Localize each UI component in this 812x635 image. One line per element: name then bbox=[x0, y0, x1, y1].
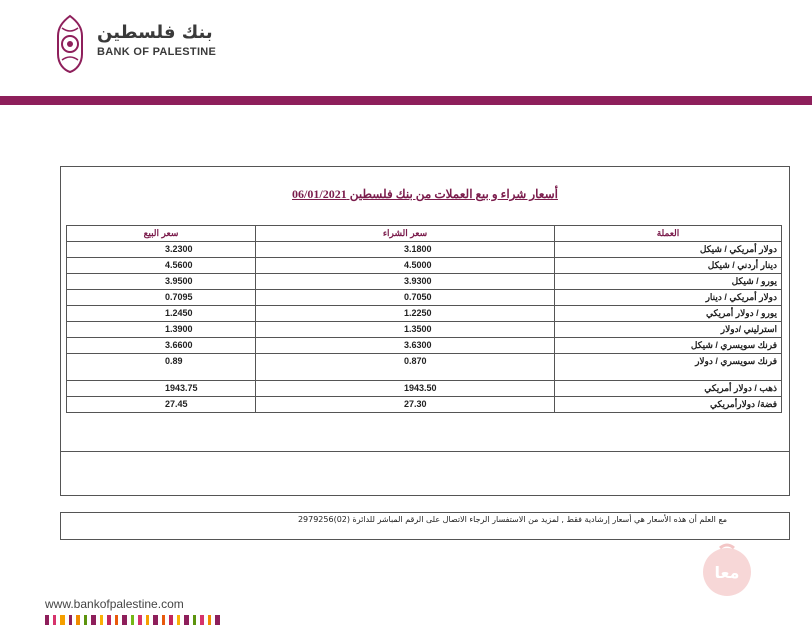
header-buy: سعر الشراء bbox=[256, 226, 555, 242]
buy-rate-cell: 0.7050 bbox=[256, 290, 555, 306]
header-accent-bar bbox=[0, 96, 812, 105]
table-row bbox=[67, 397, 782, 413]
table-header-row bbox=[67, 226, 782, 242]
brand-name-english: BANK OF PALESTINE bbox=[97, 46, 217, 58]
note-panel bbox=[60, 512, 790, 540]
buy-rate-cell: 1.2250 bbox=[256, 306, 555, 322]
header-sell: سعر البيع bbox=[67, 226, 256, 242]
sell-rate-cell: 3.6600 bbox=[67, 338, 256, 354]
table-row bbox=[67, 354, 782, 381]
sell-rate-cell: 3.2300 bbox=[67, 242, 256, 258]
table-row bbox=[67, 242, 782, 258]
currency-pair-cell: دولار أمريكي / دينار bbox=[555, 290, 782, 306]
color-stripes-decoration bbox=[45, 615, 220, 625]
panel-divider bbox=[61, 451, 789, 452]
currency-pair-cell: دولار أمريكي / شيكل bbox=[555, 242, 782, 258]
table-row bbox=[67, 322, 782, 338]
website-link[interactable]: www.bankofpalestine.com bbox=[45, 597, 184, 611]
buy-rate-cell: 3.9300 bbox=[256, 274, 555, 290]
sell-rate-cell: 1.3900 bbox=[67, 322, 256, 338]
table-row bbox=[67, 274, 782, 290]
buy-rate-cell: 1943.50 bbox=[256, 381, 555, 397]
rates-table bbox=[66, 225, 782, 413]
sell-rate-cell: 27.45 bbox=[67, 397, 256, 413]
sell-rate-cell: 4.5600 bbox=[67, 258, 256, 274]
currency-pair-cell: ذهب / دولار أمريكي bbox=[555, 381, 782, 397]
brand-name-arabic: بنك فلسطين bbox=[97, 22, 213, 43]
sell-rate-cell: 0.7095 bbox=[67, 290, 256, 306]
currency-pair-cell: يورو / شيكل bbox=[555, 274, 782, 290]
maan-watermark-icon bbox=[700, 540, 755, 598]
sell-rate-cell: 0.89 bbox=[67, 354, 256, 381]
buy-rate-cell: 3.6300 bbox=[256, 338, 555, 354]
table-row bbox=[67, 290, 782, 306]
currency-pair-cell: فضة/ دولارأمريكي bbox=[555, 397, 782, 413]
currency-pair-cell: استرليني /دولار bbox=[555, 322, 782, 338]
table-row bbox=[67, 258, 782, 274]
currency-pair-cell: فرنك سويسري / دولار bbox=[555, 354, 782, 381]
buy-rate-cell: 1.3500 bbox=[256, 322, 555, 338]
bank-logo-icon bbox=[56, 14, 84, 74]
currency-pair-cell: دينار أردني / شيكل bbox=[555, 258, 782, 274]
header-currency: العملة bbox=[555, 226, 782, 242]
buy-rate-cell: 0.870 bbox=[256, 354, 555, 381]
sell-rate-cell: 1943.75 bbox=[67, 381, 256, 397]
buy-rate-cell: 4.5000 bbox=[256, 258, 555, 274]
table-row bbox=[67, 306, 782, 322]
page-title: أسعار شراء و بيع العملات من بنك فلسطين 06/01/2021 bbox=[292, 187, 558, 201]
table-row bbox=[67, 338, 782, 354]
currency-pair-cell: فرنك سويسري / شيكل bbox=[555, 338, 782, 354]
watermark-text: معا bbox=[714, 563, 740, 582]
rates-panel bbox=[60, 166, 790, 496]
buy-rate-cell: 27.30 bbox=[256, 397, 555, 413]
sell-rate-cell: 3.9500 bbox=[67, 274, 256, 290]
disclaimer-note: مع العلم أن هذه الأسعار هي أسعار إرشادية فقط , لمزيد من الاستفسار الرجاء الاتصال على الرقم المباشر للدائرة (02)2979256 bbox=[297, 515, 727, 524]
table-row bbox=[67, 381, 782, 397]
buy-rate-cell: 3.1800 bbox=[256, 242, 555, 258]
currency-pair-cell: يورو / دولار أمريكي bbox=[555, 306, 782, 322]
sell-rate-cell: 1.2450 bbox=[67, 306, 256, 322]
